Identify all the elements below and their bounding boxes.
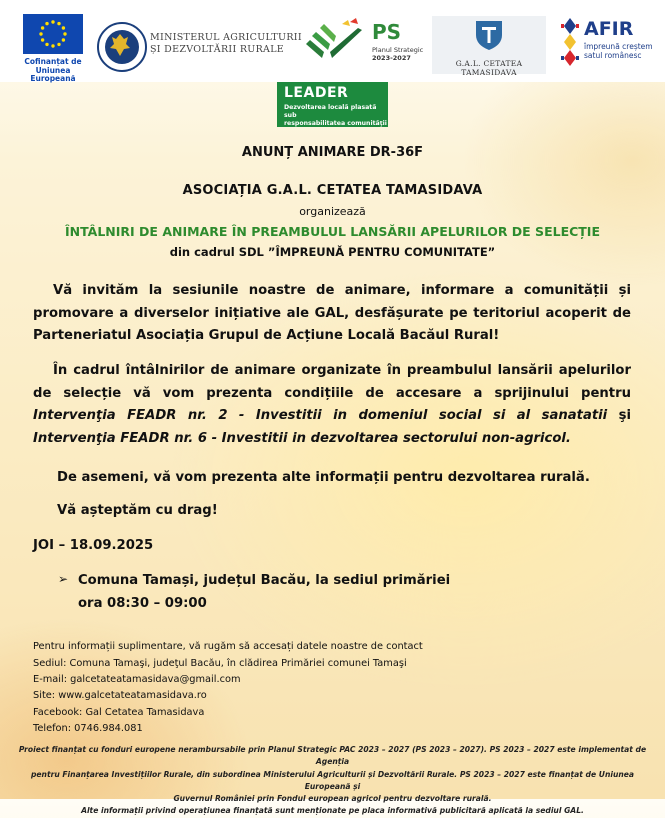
madr-line1: MINISTERUL AGRICULTURII [150, 32, 302, 43]
invitation-paragraph: Vă invităm la sesiunile noastre de animare, informare a comunității și promovare a diverselor inițiative ale GAL, desfășurate pe teritoriul acoperit de Parteneriatul Asociația Grupul de Acțiune Locală Bacăul Rural! [33, 283, 631, 343]
association-name: ASOCIAȚIA G.A.L. CETATEA TAMASIDAVA [182, 183, 483, 198]
event-date: JOI – 18.09.2025 [33, 538, 154, 553]
government-seal-icon [97, 22, 147, 72]
leader-logo [277, 82, 388, 127]
footer-line1: Proiect finanțat cu fonduri europene nerambursabile prin Planul Strategic PAC 2023 – 2027 (PS 2023 – 2027). PS 2023 – 2027 este implementat de Agenția [18, 745, 647, 767]
afir-logo-subtitle [584, 42, 653, 60]
contact-phone: Telefon: 0746.984.081 [33, 723, 143, 734]
ps-sub-line2: 2023-2027 [372, 53, 411, 62]
eu-flag-icon [23, 14, 83, 54]
event-time: ora 08:30 – 09:00 [78, 596, 207, 611]
closing-line: Vă așteptăm cu drag! [57, 503, 218, 518]
meetings-title: ÎNTÂLNIRI DE ANIMARE ÎN PREAMBULUL LANSĂRII APELURILOR DE SELECȚIE [65, 224, 600, 239]
contact-address: Sediul: Comuna Tamaşi, judeţul Bacău, în clădirea Primăriei comunei Tamaşi [33, 658, 407, 669]
intervention-2: Intervenţia FEADR nr. 2 - Investitii in domeniul social si al sanatatii [33, 408, 608, 423]
conjunction: şi [618, 408, 632, 423]
ps-logo-title: PS [372, 20, 402, 44]
footer-line2: pentru Finanțarea Investițiilor Rurale, din subordinea Ministerului Agriculturii și Dezvoltării Rurale. PS 2023 – 2027 este finanțat de Uniunea Europeană și [30, 769, 635, 791]
leader-sub-line2: responsabilitatea comunităţii [284, 119, 387, 127]
gal-caption: G.A.L. CETATEA TAMASIDAVA [455, 59, 523, 77]
afir-sub-line1: împreună creștem [584, 42, 653, 51]
intervention-6: Intervenţia FEADR nr. 6 - Investitii in dezvoltarea sectorului non-agricol. [33, 430, 571, 446]
ps-logo-subtitle [372, 47, 423, 63]
footer-line3: Guvernul României prin Fondul european agricol pentru dezvoltare rurală. [173, 794, 492, 804]
afir-ornament-icon [560, 16, 580, 68]
funding-footer [14, 744, 651, 818]
contact-email[interactable]: E-mail: galcetateatamasidava@gmail.com [33, 674, 241, 685]
announcement-title: ANUNȚ ANIMARE DR-36F [241, 145, 424, 160]
leader-subtitle [284, 104, 388, 127]
madr-logo-text [150, 32, 302, 56]
eu-caption: Cofinanțat de Uniunea Europeană [24, 57, 82, 84]
contact-site[interactable]: Site: www.galcetateatamasidava.ro [33, 690, 207, 701]
interventions-lead: În cadrul întâlnirilor de animare organizate în preambulul lansării apelurilor de selecție vă vom prezenta condițiile de accesare a sprijinului pentru [33, 363, 631, 401]
event-location: Comuna Tamași, județul Bacău, la sediul primăriei [78, 573, 451, 588]
ps-wheat-icon [302, 18, 366, 64]
afir-logo-title: AFIR [584, 18, 634, 40]
arrow-bullet-icon: ➢ [58, 572, 69, 586]
footer-line4: Alte informații privind operațiunea finanțată sunt menționate pe placa informativă publicitară aplicată la sediul GAL. [81, 806, 584, 816]
interventions-paragraph [33, 360, 631, 450]
gal-logo [432, 16, 546, 77]
contact-facebook[interactable]: Facebook: Gal Cetatea Tamasidava [33, 707, 205, 718]
gal-shield-icon [474, 19, 504, 51]
leader-sub-line1: Dezvoltarea locală plasată sub [284, 104, 377, 119]
logo-bar [0, 0, 665, 82]
organizes-label: organizează [299, 205, 366, 218]
leader-title: LEADER [284, 85, 349, 101]
sdl-subtitle: din cadrul SDL ”ÎMPREUNĂ PENTRU COMUNITATE” [169, 245, 496, 259]
ps-sub-line1: Planul Strategic [372, 46, 424, 54]
contact-intro: Pentru informații suplimentare, vă rugăm să accesați datele noastre de contact [33, 641, 423, 652]
other-info-line: De asemeni, vă vom prezenta alte informații pentru dezvoltarea rurală. [57, 470, 590, 485]
madr-line2: ȘI DEZVOLTĂRII RURALE [150, 43, 285, 55]
afir-sub-line2: satul românesc [584, 51, 642, 60]
